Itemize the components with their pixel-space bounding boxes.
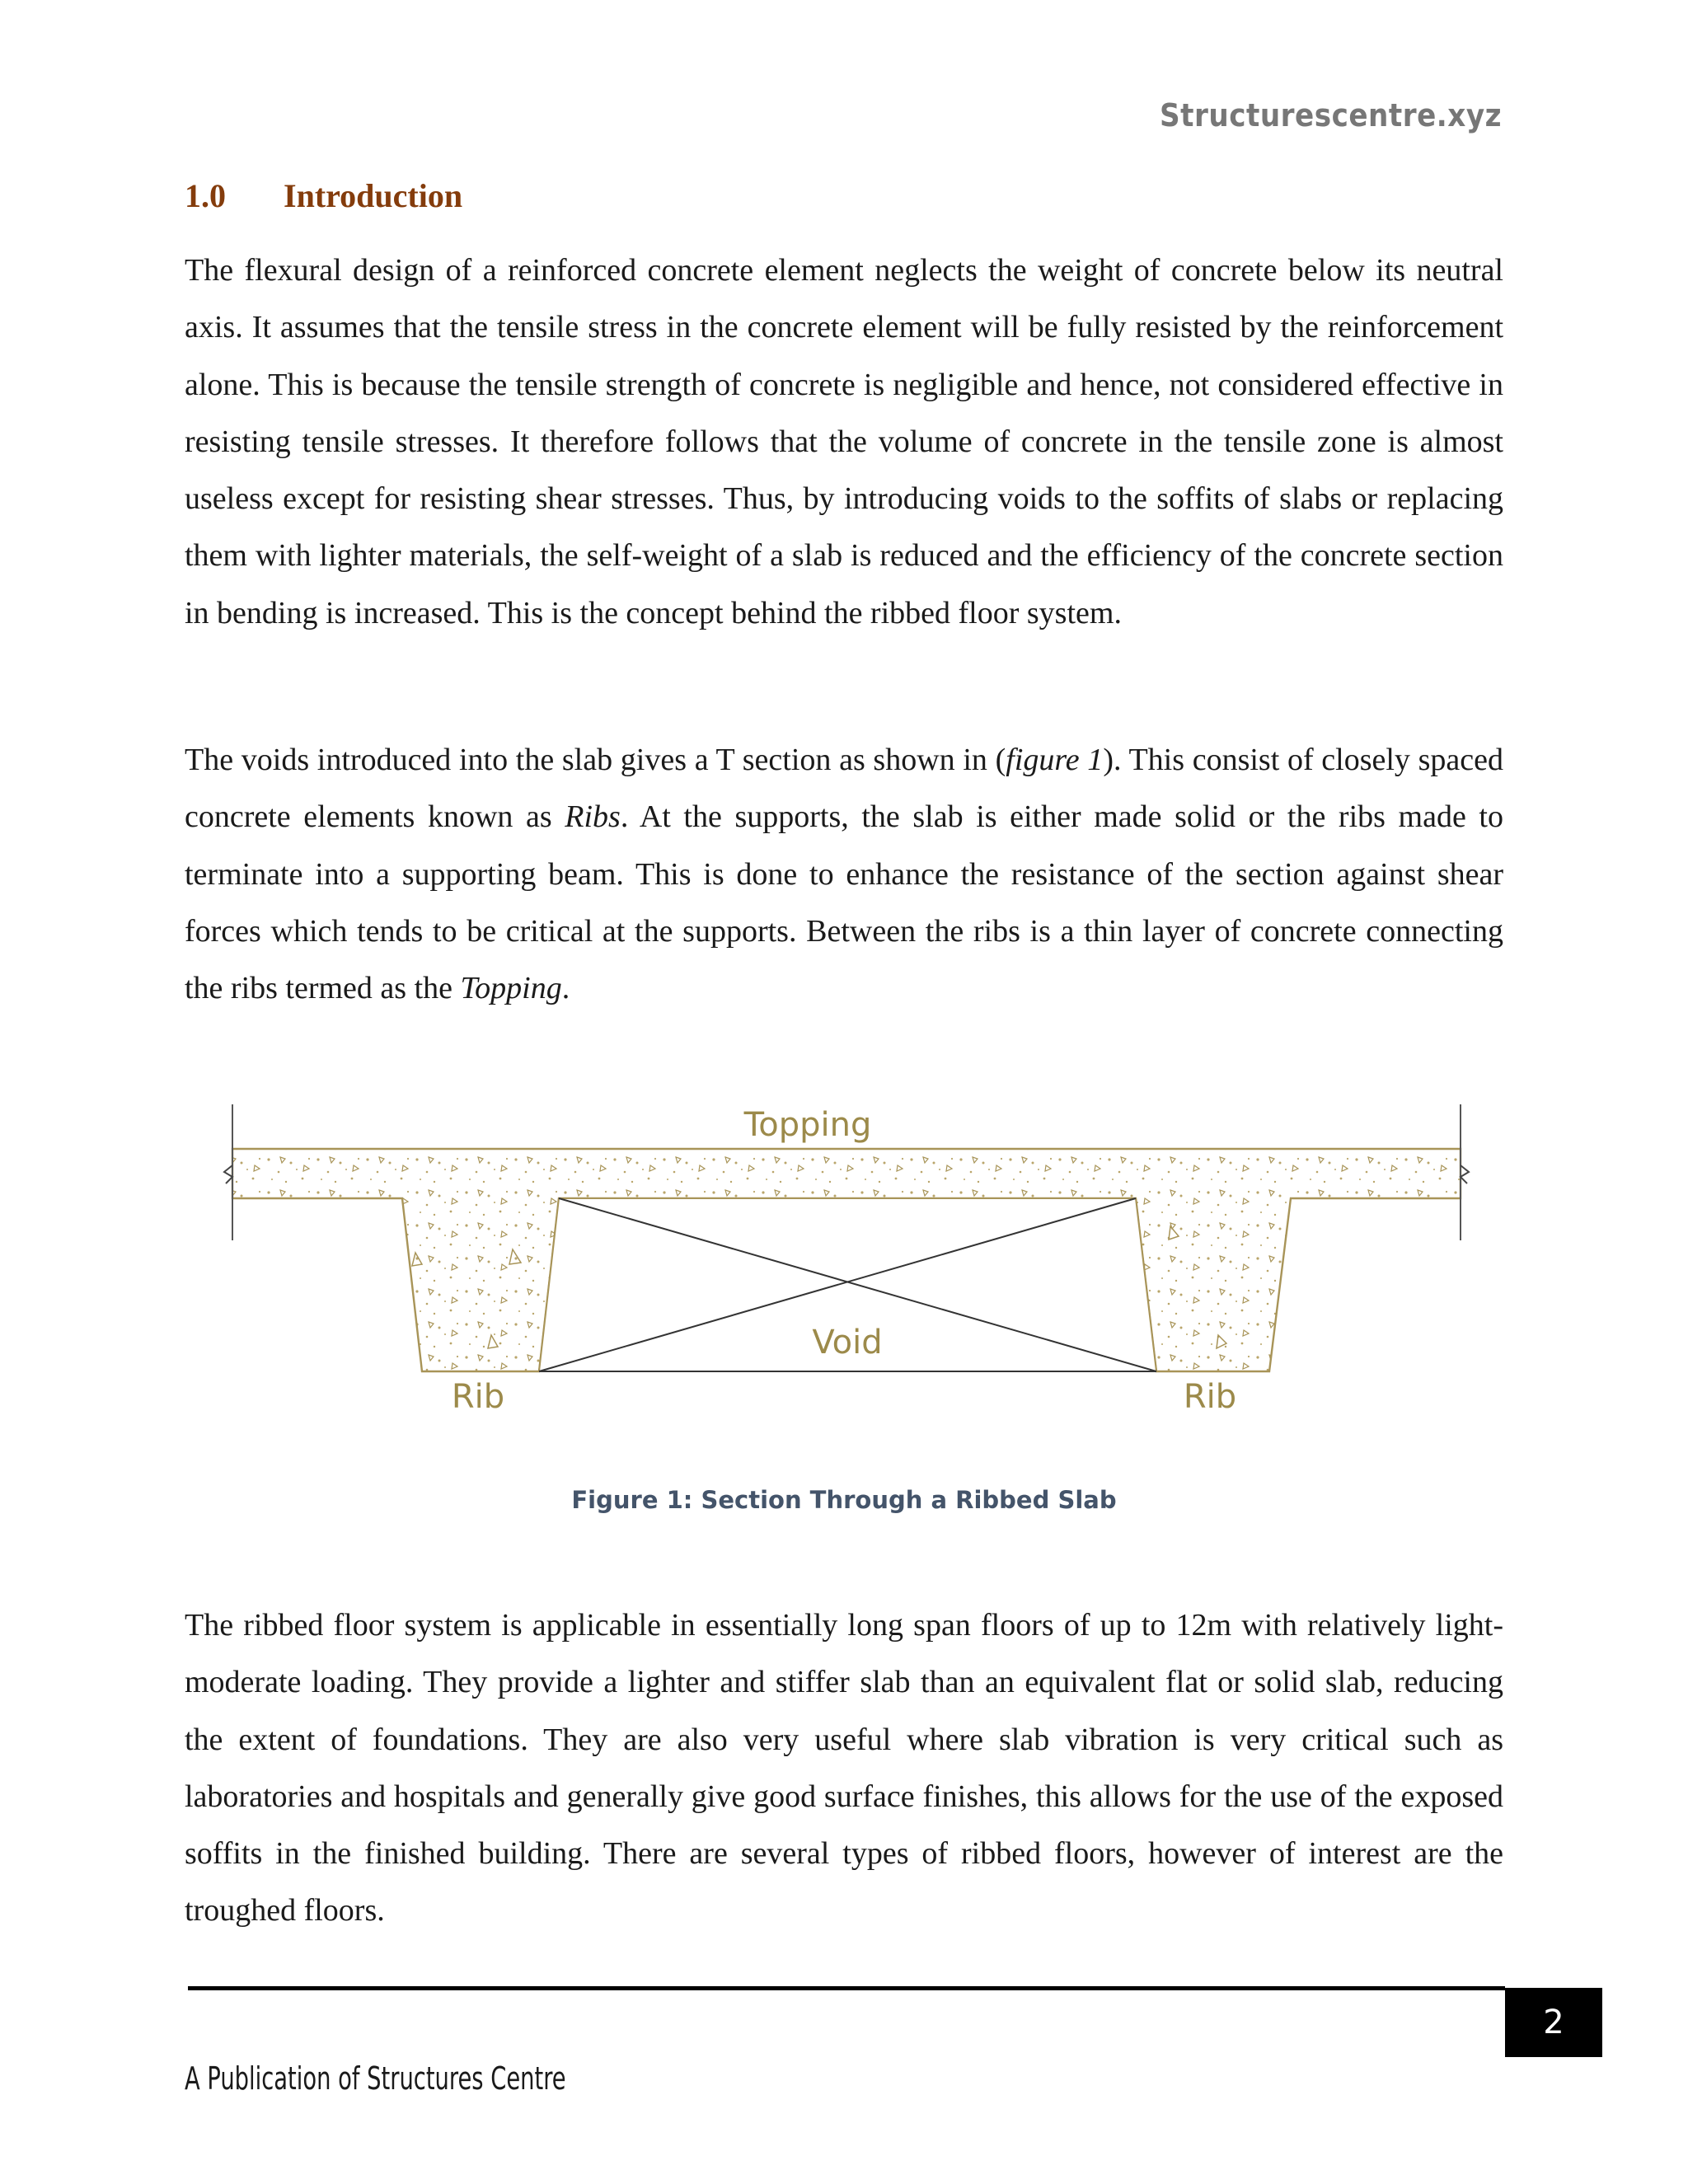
- page-number: 2: [1505, 1988, 1602, 2057]
- section-title: Introduction: [284, 177, 463, 214]
- rib-right-label: Rib: [1183, 1378, 1237, 1416]
- ribbed-slab-section-drawing: [214, 1088, 1484, 1434]
- p2-text-c: . At the supports, the slab is either made solid or the ribs made to terminate into a supporting beam. This is done to enhance the resistance of the section against shear forces which tends to be critical at the supports. Between the ribs is a thin layer of concrete connecting the ribs termed as the: [185, 799, 1503, 1006]
- figure-reference: figure 1: [1006, 743, 1104, 777]
- footer-publication: A Publication of Structures Centre: [185, 2060, 566, 2097]
- paragraph-applications: The ribbed floor system is applicable in essentially long span floors of up to 12m with relatively light-moderate loading. They provide a lighter and stiffer slab than an equivalent flat or solid slab, reducing the extent of foundations. They are also very useful where slab vibration is very critical such as laboratories and hospitals and generally give good surface finishes, this allows for the use of the exposed soffits in the finished building. There are several types of ribbed floors, however of interest are the troughed floors.: [185, 1608, 1503, 1929]
- ribs-term: Ribs: [565, 799, 621, 835]
- topping-label: Topping: [743, 1106, 872, 1144]
- footer-divider: [188, 1986, 1505, 1990]
- ribbed-slab-figure: [214, 1088, 1484, 1434]
- paragraph-t-section: [185, 732, 1503, 1017]
- rib-left-label: Rib: [451, 1378, 505, 1416]
- p2-text-b: ). This consist of closely spaced concrete elements known as: [185, 743, 1504, 835]
- section-number: 1.0: [185, 177, 226, 214]
- site-header: Structurescentre.xyz: [1160, 97, 1502, 134]
- topping-term: Topping: [460, 971, 562, 1006]
- p2-text-a: The voids introduced into the slab gives a T section as shown in (: [185, 743, 1006, 777]
- figure-caption: Figure 1: Section Through a Ribbed Slab: [571, 1486, 1117, 1514]
- p2-text-d: .: [561, 971, 570, 1006]
- void-label: Void: [812, 1324, 883, 1361]
- section-heading: [185, 176, 462, 215]
- paragraph-intro: The flexural design of a reinforced concrete element neglects the weight of concrete below its neutral axis. It assumes that the tensile stress in the concrete element will be fully resisted by the reinforcement alone. This is because the tensile strength of concrete is negligible and hence, not considered effective in resisting tensile stresses. It therefore follows that the volume of concrete in the tensile zone is almost useless except for resisting shear stresses. Thus, by introducing voids to the soffits of slabs or replacing them with lighter materials, the self-weight of a slab is reduced and the efficiency of the concrete section in bending is increased. This is the concept behind the ribbed floor system.: [185, 253, 1503, 630]
